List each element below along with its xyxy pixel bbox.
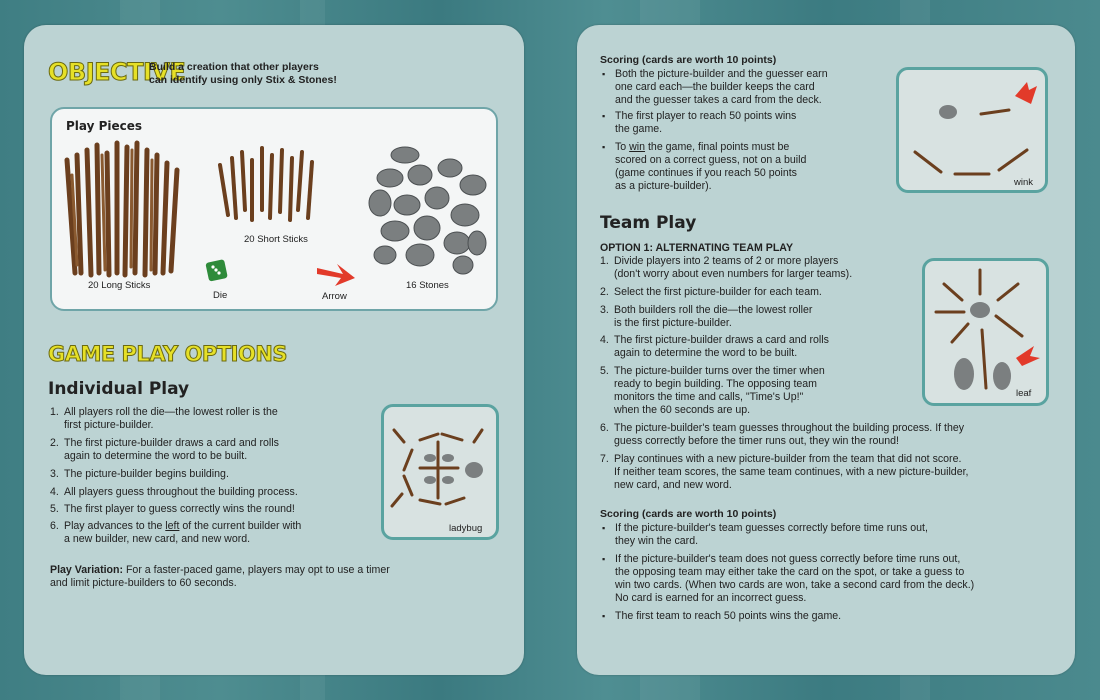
team-scoring-bullet: ▪ The first team to reach 50 points wins the game.	[602, 610, 842, 622]
individual-step: 4. All players guess throughout the building process.	[50, 486, 298, 498]
arrow-icon	[315, 262, 357, 288]
individual-step: 5. The first player to guess correctly wins the round!	[50, 503, 295, 515]
objective-title: OBJECTIVE	[48, 58, 186, 86]
wink-caption: wink	[1014, 177, 1034, 188]
die-label: Die	[213, 290, 228, 301]
play-pieces-title: Play Pieces	[66, 119, 143, 133]
team-play-title: Team Play	[600, 213, 697, 233]
objective-text: Build a creation that other players can identify using only Stix & Stones!	[149, 61, 337, 86]
individual-step: 1. All players roll the die—the lowest roller is the first picture-builder.	[50, 406, 278, 431]
short-sticks-image	[212, 140, 327, 225]
team-step: 3. Both builders roll the die—the lowest roller is the first picture-builder.	[600, 304, 813, 329]
scoring-title-individual: Scoring (cards are worth 10 points)	[600, 54, 777, 66]
team-step: 1. Divide players into 2 teams of 2 or more players (don't worry about even numbers for larger teams).	[600, 255, 853, 280]
ladybug-image	[390, 420, 490, 510]
stones-image	[365, 143, 493, 278]
individual-step: 3. The picture-builder begins building.	[50, 468, 229, 480]
game-play-title: GAME PLAY OPTIONS	[48, 342, 288, 366]
arrow-label: Arrow	[322, 291, 347, 302]
individual-play-title: Individual Play	[48, 379, 190, 399]
individual-step: 6. Play advances to the left of the current builder with a new builder, new card, and new word.	[50, 520, 302, 545]
short-sticks-label: 20 Short Sticks	[244, 234, 308, 245]
long-sticks-image	[55, 135, 195, 280]
team-step: 5. The picture-builder turns over the timer when ready to begin building. The opposing team monitors the time and calls, "Time's Up!" when the 60 seconds are up.	[600, 365, 825, 416]
ladybug-caption: ladybug	[449, 523, 483, 534]
leaf-caption: leaf	[1016, 388, 1032, 399]
long-sticks-label: 20 Long Sticks	[88, 280, 151, 291]
scoring-bullet: ▪ The first player to reach 50 points wins the game.	[602, 110, 797, 135]
team-step: 2. Select the first picture-builder for each team.	[600, 286, 822, 298]
option-title: OPTION 1: ALTERNATING TEAM PLAY	[600, 242, 794, 254]
team-step: 4. The first picture-builder draws a card and rolls again to determine the word to be built.	[600, 334, 829, 359]
team-step: 6. The picture-builder's team guesses throughout the building process. If they guess correctly before the timer runs out, they win the round!	[600, 422, 965, 447]
play-variation: Play Variation: For a faster-paced game, players may opt to use a timer and limit picture-builders to 60 seconds.	[50, 564, 390, 589]
scoring-bullet: ▪ To win the game, final points must be scored on a correct guess, not on a build (game continues if you reach 50 points as a picture-builder).	[602, 141, 807, 192]
stones-label: 16 Stones	[406, 280, 449, 291]
team-scoring-bullet: ▪ If the picture-builder's team does not guess correctly before time runs out, the opposing team may either take the card on the spot, or take a guess to win two cards. (When two cards are won, take a second card from the deck.) No card is earned for an incorrect guess.	[602, 553, 975, 604]
wink-image	[905, 76, 1040, 176]
scoring-title-team: Scoring (cards are worth 10 points)	[600, 508, 777, 520]
scoring-bullet: ▪ Both the picture-builder and the guesser earn one card each—the builder keeps the card and the guesser takes a card from the deck.	[602, 68, 828, 106]
team-step: 7. Play continues with a new picture-builder from the team that did not score. If neither team scores, the same team continues, with a new picture-builder, new card, and new word.	[600, 453, 969, 491]
die-icon	[205, 258, 229, 284]
team-scoring-bullet: ▪ If the picture-builder's team guesses correctly before time runs out, they win the card.	[602, 522, 928, 547]
individual-step: 2. The first picture-builder draws a card and rolls again to determine the word to be built.	[50, 437, 279, 462]
leaf-image	[930, 266, 1042, 394]
